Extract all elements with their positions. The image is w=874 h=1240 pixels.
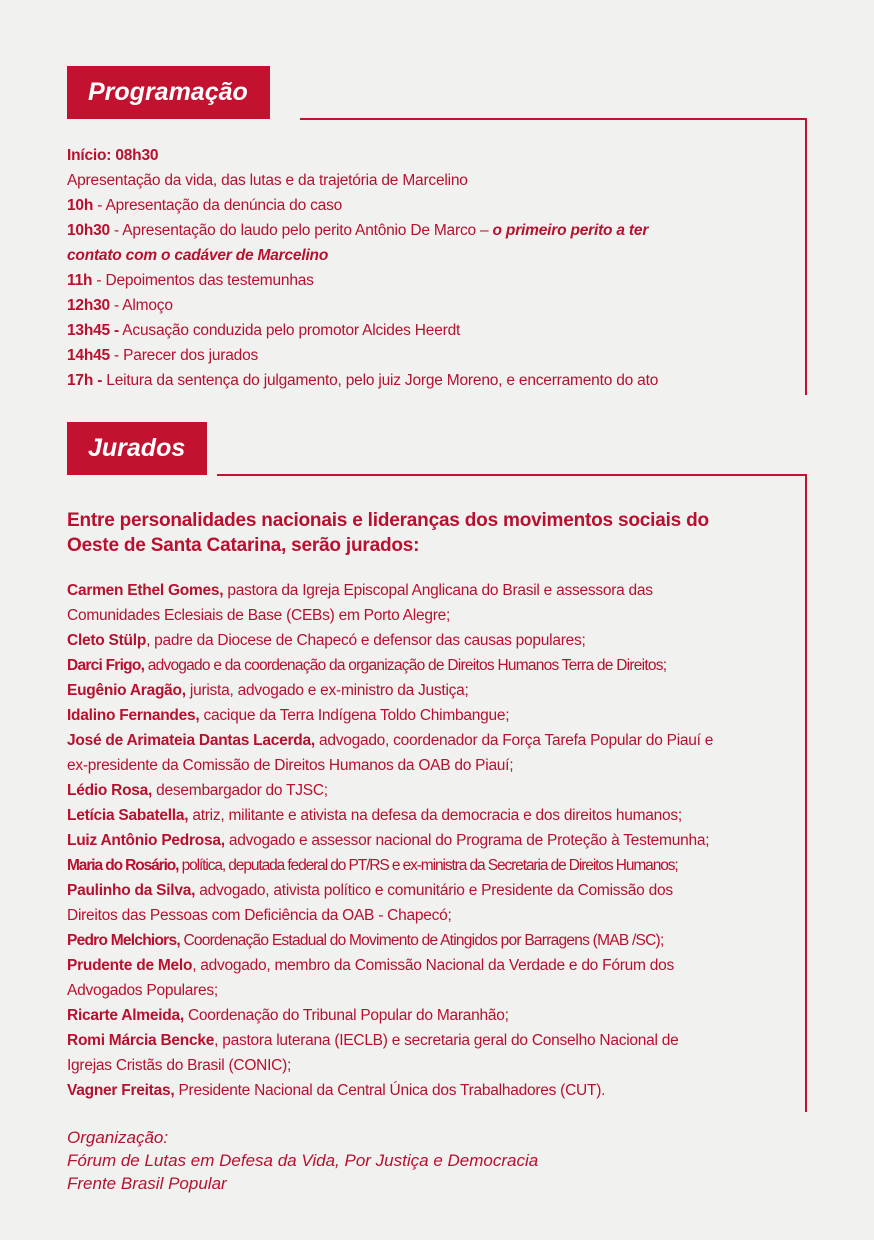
- schedule-text: Apresentação da denúncia do caso: [105, 197, 343, 214]
- schedule-time: 13h45 -: [67, 322, 120, 339]
- juror-name: Cleto Stülp: [67, 632, 147, 649]
- schedule-item: [67, 343, 802, 368]
- juror-desc: advogado, ativista político e comunitário e Presidente da Comissão dos: [195, 882, 673, 899]
- juror-name: Maria do Rosário,: [67, 857, 179, 874]
- schedule-item: [67, 318, 802, 343]
- juror-entry: [67, 628, 802, 653]
- schedule-sep: -: [92, 272, 106, 289]
- juror-name: Letícia Sabatella,: [67, 807, 189, 824]
- organizacao-line: Frente Brasil Popular: [67, 1174, 227, 1193]
- juror-name: Vagner Freitas,: [67, 1082, 175, 1099]
- juror-desc: política, deputada federal do PT/RS e ex-ministra da Secretaria de Direitos Humanos;: [178, 857, 678, 874]
- schedule-item: [67, 193, 802, 218]
- juror-desc-cont: Direitos das Pessoas com Deficiência da OAB - Chapecó;: [67, 907, 452, 924]
- juror-desc-cont: ex-presidente da Comissão de Direitos Humanos da OAB do Piauí;: [67, 757, 514, 774]
- programacao-list: [67, 143, 802, 393]
- juror-name: Pedro Melchiors,: [67, 932, 180, 949]
- organizacao-label: Organização:: [67, 1128, 169, 1147]
- juror-entry: [67, 778, 802, 803]
- juror-entry: [67, 878, 802, 903]
- juror-name: Darci Frigo,: [67, 657, 145, 674]
- juror-desc-cont: Comunidades Eclesiais de Base (CEBs) em Porto Alegre;: [67, 607, 451, 624]
- jurados-list: [67, 578, 802, 1103]
- programacao-heading: Programação: [67, 66, 270, 119]
- jurados-heading: Jurados: [67, 422, 207, 475]
- schedule-time: 10h: [67, 197, 94, 214]
- programacao-frame-top: [300, 118, 807, 120]
- juror-desc: advogado e da coordenação da organização de Direitos Humanos Terra de Direitos;: [144, 657, 667, 674]
- juror-desc-cont: Igrejas Cristãs do Brasil (CONIC);: [67, 1057, 292, 1074]
- juror-entry: [67, 728, 802, 753]
- juror-name: Eugênio Aragão,: [67, 682, 186, 699]
- schedule-text: Apresentação do laudo pelo perito Antônio De Marco –: [122, 222, 493, 239]
- organizacao-line: Fórum de Lutas em Defesa da Vida, Por Justiça e Democracia: [67, 1151, 539, 1170]
- juror-name: Carmen Ethel Gomes,: [67, 582, 224, 599]
- schedule-emphasis: o primeiro perito a ter: [492, 222, 649, 239]
- schedule-intro: Apresentação da vida, das lutas e da trajetória de Marcelino: [67, 172, 468, 189]
- juror-desc: Presidente Nacional da Central Única dos Trabalhadores (CUT).: [174, 1082, 606, 1099]
- juror-entry: [67, 853, 802, 878]
- jurados-intro-line: Entre personalidades nacionais e lideranças dos movimentos sociais do: [67, 510, 709, 531]
- jurados-intro-line: Oeste de Santa Catarina, serão jurados:: [67, 535, 420, 556]
- juror-entry: [67, 928, 802, 953]
- juror-name: Paulinho da Silva,: [67, 882, 196, 899]
- organizacao-block: [67, 1126, 538, 1195]
- juror-desc: advogado, coordenador da Força Tarefa Popular do Piauí e: [314, 732, 714, 749]
- juror-desc-cont: Advogados Populares;: [67, 982, 218, 999]
- juror-desc: , padre da Diocese de Chapecó e defensor das causas populares;: [146, 632, 586, 649]
- schedule-sep: -: [109, 297, 123, 314]
- juror-entry: [67, 653, 802, 678]
- start-time: Início: 08h30: [67, 147, 159, 164]
- juror-desc: Coordenação do Tribunal Popular do Maranhão;: [183, 1007, 509, 1024]
- juror-entry: [67, 578, 802, 603]
- jurados-frame-right: [805, 474, 807, 1112]
- schedule-time: 12h30: [67, 297, 110, 314]
- juror-name: Lédio Rosa,: [67, 782, 153, 799]
- schedule-sep: -: [109, 222, 123, 239]
- schedule-text: Leitura da sentença do julgamento, pelo juiz Jorge Moreno, e encerramento do ato: [106, 372, 659, 389]
- schedule-text: Acusação conduzida pelo promotor Alcides Heerdt: [122, 322, 461, 339]
- schedule-time: 10h30: [67, 222, 110, 239]
- schedule-sep: -: [93, 197, 106, 214]
- juror-name: Idalino Fernandes,: [67, 707, 200, 724]
- jurados-frame-top: [217, 474, 807, 476]
- juror-entry: [67, 953, 802, 978]
- programacao-frame-right: [805, 118, 807, 395]
- juror-desc: , advogado, membro da Comissão Nacional da Verdade e do Fórum dos: [192, 957, 674, 974]
- juror-desc: jurista, advogado e ex-ministro da Justiça;: [185, 682, 469, 699]
- schedule-time: 14h45: [67, 347, 110, 364]
- juror-desc: , pastora luterana (IECLB) e secretaria geral do Conselho Nacional de: [214, 1032, 679, 1049]
- juror-entry: [67, 1078, 802, 1103]
- jurados-intro: [67, 508, 802, 558]
- juror-desc: advogado e assessor nacional do Programa de Proteção à Testemunha;: [224, 832, 710, 849]
- schedule-item: [67, 368, 802, 393]
- juror-entry: [67, 828, 802, 853]
- juror-name: Romi Márcia Bencke: [67, 1032, 215, 1049]
- juror-name: Ricarte Almeida,: [67, 1007, 184, 1024]
- schedule-text: Depoimentos das testemunhas: [105, 272, 314, 289]
- schedule-item: [67, 293, 802, 318]
- juror-name: Luiz Antônio Pedrosa,: [67, 832, 225, 849]
- juror-entry: [67, 1003, 802, 1028]
- juror-desc: desembargador do TJSC;: [152, 782, 328, 799]
- juror-desc: Coordenação Estadual do Movimento de Atingidos por Barragens (MAB /SC);: [179, 932, 664, 949]
- schedule-item: [67, 268, 802, 293]
- juror-entry: [67, 803, 802, 828]
- juror-name: José de Arimateia Dantas Lacerda,: [67, 732, 315, 749]
- schedule-emphasis-cont: contato com o cadáver de Marcelino: [67, 247, 329, 264]
- juror-entry: [67, 678, 802, 703]
- schedule-text: Almoço: [122, 297, 173, 314]
- juror-desc: cacique da Terra Indígena Toldo Chimbangue;: [199, 707, 510, 724]
- schedule-sep: -: [109, 347, 124, 364]
- juror-entry: [67, 703, 802, 728]
- schedule-time: 11h: [67, 272, 93, 289]
- juror-desc: atriz, militante e ativista na defesa da democracia e dos direitos humanos;: [188, 807, 682, 824]
- schedule-item: [67, 218, 802, 243]
- schedule-time: 17h -: [67, 372, 103, 389]
- juror-desc: pastora da Igreja Episcopal Anglicana do Brasil e assessora das: [223, 582, 653, 599]
- schedule-text: Parecer dos jurados: [123, 347, 259, 364]
- juror-name: Prudente de Melo: [67, 957, 193, 974]
- juror-entry: [67, 1028, 802, 1053]
